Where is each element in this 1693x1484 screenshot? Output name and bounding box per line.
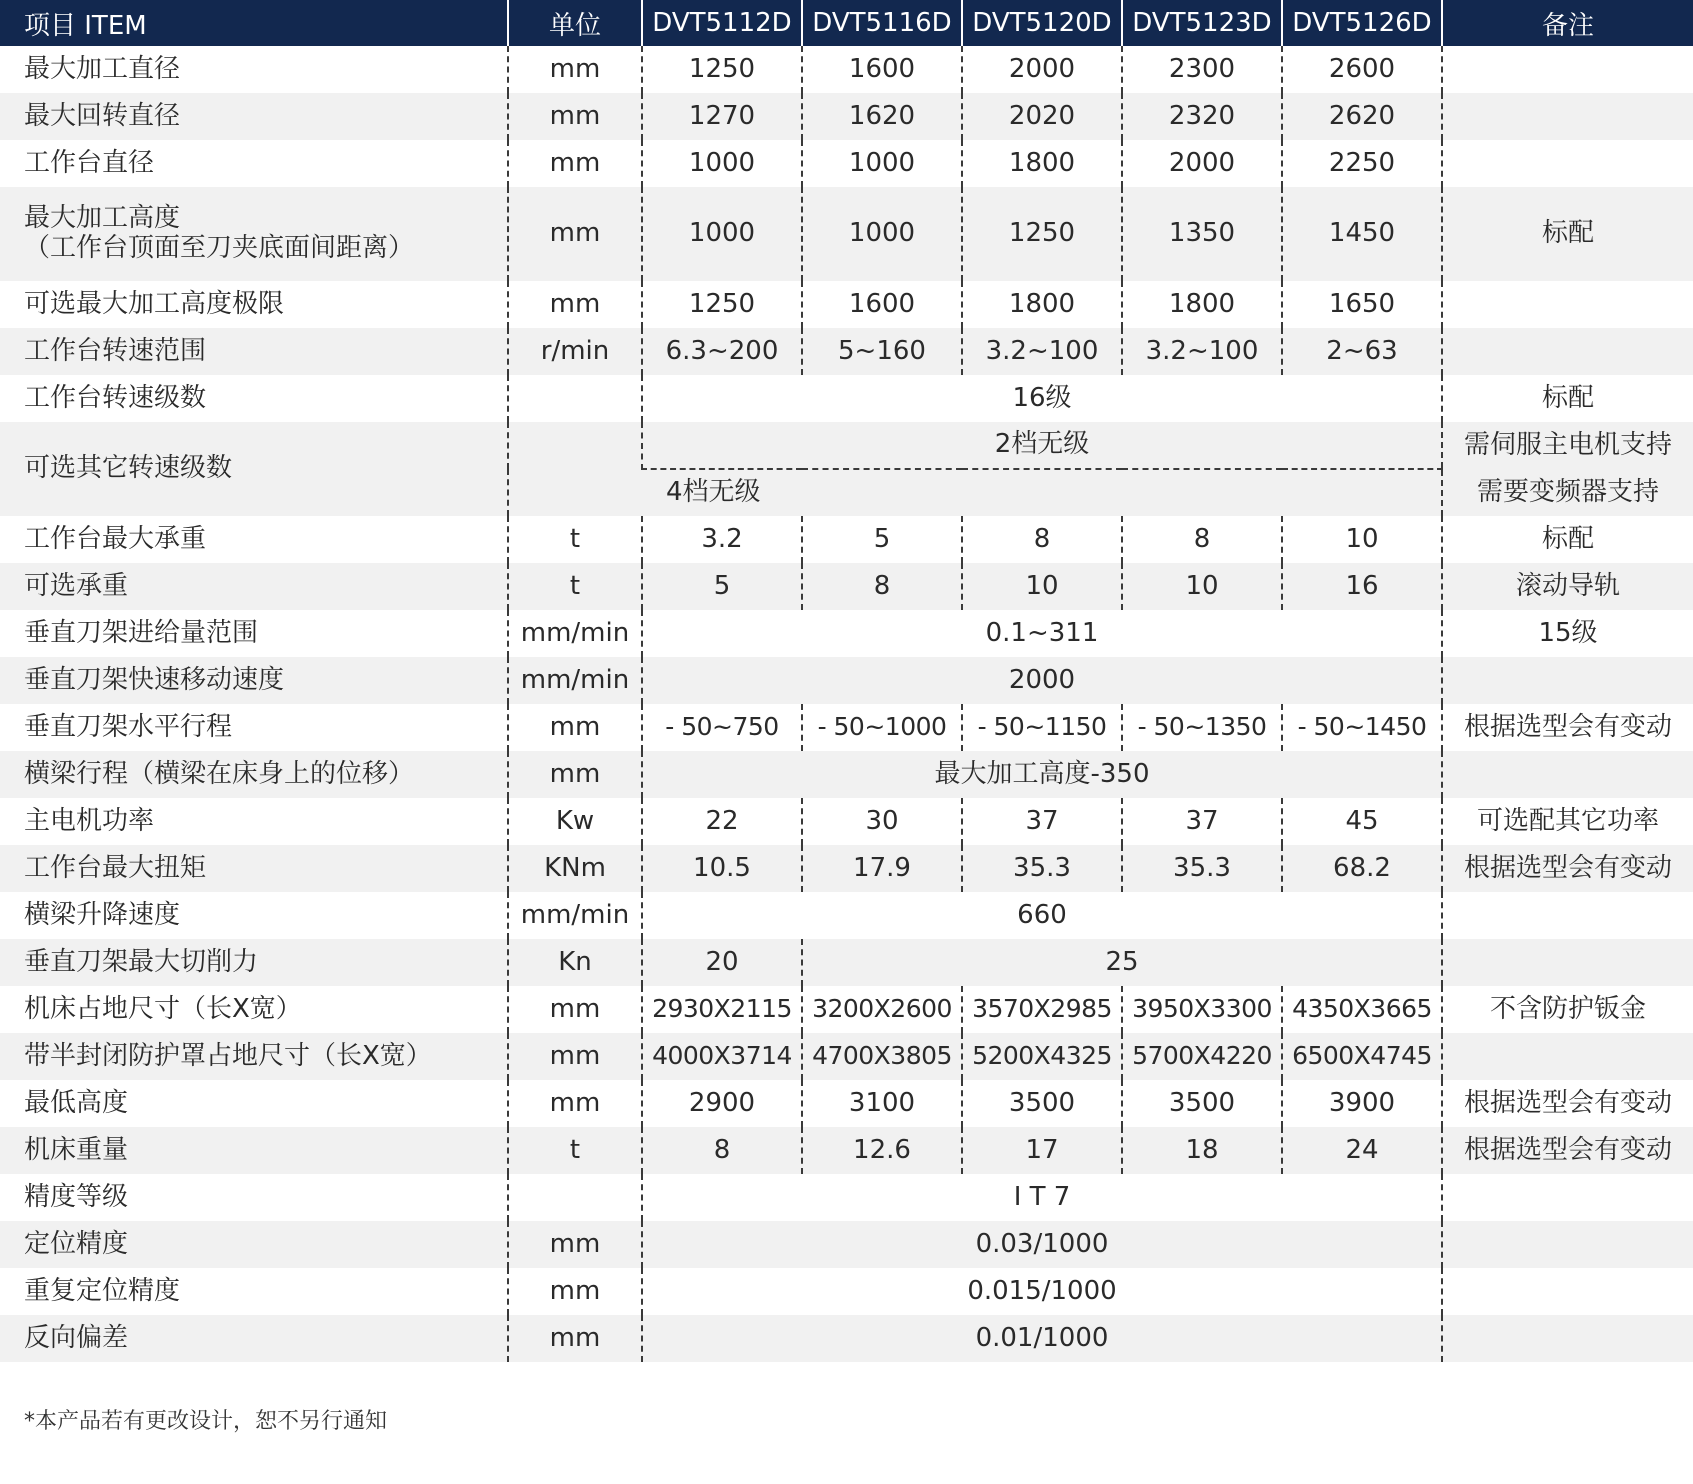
value-cell: 3100 (802, 1080, 962, 1127)
value-cell: 4350X3665 (1282, 986, 1442, 1033)
unit-cell: mm (508, 1033, 642, 1080)
value-cell: 37 (1122, 798, 1282, 845)
unit-cell: mm (508, 46, 642, 93)
unit-cell: r/min (508, 328, 642, 375)
value-cell: 1000 (642, 187, 802, 281)
note-cell (1442, 281, 1693, 328)
merged-value-cell: 660 (642, 892, 1442, 939)
value-cell: 10.5 (642, 845, 802, 892)
table-row (0, 892, 1693, 939)
table-row (0, 1174, 1693, 1221)
header-model: DVT5120D (962, 0, 1122, 46)
value-cell: 2250 (1282, 140, 1442, 187)
value-cell: 1000 (642, 140, 802, 187)
value-cell: 10 (1282, 516, 1442, 563)
table-row (0, 93, 1693, 140)
table-row (0, 563, 1693, 610)
value-cell: 24 (1282, 1127, 1442, 1174)
value-cell: 2620 (1282, 93, 1442, 140)
value-cell: 8 (962, 516, 1122, 563)
header-item: 项目 ITEM (0, 0, 508, 46)
table-row (0, 187, 1693, 281)
unit-cell: t (508, 563, 642, 610)
value-cell: 2600 (1282, 46, 1442, 93)
header-row (0, 0, 1693, 46)
footnote: *本产品若有更改设计，恕不另行通知 (24, 1409, 388, 1434)
value-cell: 1800 (1122, 281, 1282, 328)
unit-cell: mm (508, 93, 642, 140)
item-name: 机床重量 (0, 1127, 508, 1174)
unit-cell: Kw (508, 798, 642, 845)
value-cell: 22 (642, 798, 802, 845)
item-name: 主电机功率 (24, 805, 155, 836)
value-cell: 3.2~100 (1122, 328, 1282, 375)
item-name: 垂直刀架快速移动速度 (0, 657, 508, 704)
value-cell: 4000X3714 (642, 1033, 802, 1080)
value-cell: 1250 (962, 187, 1122, 281)
item-name: 最低高度 (24, 1087, 129, 1118)
note-cell (1442, 751, 1693, 798)
note-cell: 需要变频器支持 (1442, 469, 1693, 516)
note-cell (1442, 1174, 1693, 1221)
header-model: DVT5116D (802, 0, 962, 46)
merged-value-cell: 4档无级 (642, 469, 1442, 516)
item-name: 机床占地尺寸（长X宽） (24, 993, 302, 1024)
value-cell: 3900 (1282, 1080, 1442, 1127)
value-cell: 1450 (1282, 187, 1442, 281)
note-cell: 滚动导轨 (1442, 563, 1693, 610)
table-row (0, 939, 1693, 986)
value-cell: 1250 (642, 46, 802, 93)
unit-cell (508, 422, 642, 516)
value-cell: 5 (802, 516, 962, 563)
value-cell: 6500X4745 (1282, 1033, 1442, 1080)
table-row (0, 657, 1693, 704)
value-cell: 1350 (1122, 187, 1282, 281)
item-name: 重复定位精度 (24, 1275, 181, 1306)
value-cell: 2300 (1122, 46, 1282, 93)
unit-cell: mm/min (508, 892, 642, 939)
value-cell: 8 (1122, 516, 1282, 563)
value-cell: 2930X2115 (642, 986, 802, 1033)
value-cell: 2900 (642, 1080, 802, 1127)
value-cell: 20 (642, 939, 802, 986)
value-cell: 1800 (962, 140, 1122, 187)
table-row (0, 328, 1693, 375)
note-cell: 可选配其它功率 (1442, 798, 1693, 845)
table-row (0, 845, 1693, 892)
table-row (0, 516, 1693, 563)
value-cell: 35.3 (962, 845, 1122, 892)
header-model: DVT5123D (1122, 0, 1282, 46)
note-cell (1442, 46, 1693, 93)
note-cell: 标配 (1442, 375, 1693, 422)
table-row (0, 1221, 1693, 1268)
value-cell: 35.3 (1122, 845, 1282, 892)
note-cell (1442, 1033, 1693, 1080)
item-name: 工作台转速级数 (24, 382, 207, 413)
unit-cell: mm (508, 140, 642, 187)
note-cell: 根据选型会有变动 (1442, 845, 1693, 892)
value-cell: - 50~1350 (1122, 704, 1282, 751)
item-name: 可选其它转速级数 (0, 422, 508, 516)
item-name: 垂直刀架水平行程 (24, 711, 233, 742)
item-name: 工作台直径 (24, 147, 155, 178)
note-cell (1442, 328, 1693, 375)
value-cell: 8 (802, 563, 962, 610)
item-name-line1: 最大加工高度 (24, 203, 181, 234)
header-model: DVT5112D (642, 0, 802, 46)
merged-value-cell: 0.03/1000 (642, 1221, 1442, 1268)
unit-cell: mm (508, 1268, 642, 1315)
value-cell: 10 (1122, 563, 1282, 610)
note-cell: 根据选型会有变动 (1442, 704, 1693, 751)
unit-cell: mm (508, 1080, 642, 1127)
unit-cell: mm (508, 1221, 642, 1268)
item-name: 横梁升降速度 (24, 899, 181, 930)
value-cell: 4700X3805 (802, 1033, 962, 1080)
value-cell: 1600 (802, 46, 962, 93)
unit-cell: mm (508, 1315, 642, 1362)
table-row (0, 798, 1693, 845)
unit-cell: mm (508, 187, 642, 281)
value-cell: 37 (962, 798, 1122, 845)
merged-value-cell: 2档无级 (642, 422, 1442, 469)
value-cell: 1600 (802, 281, 962, 328)
value-cell: 3200X2600 (802, 986, 962, 1033)
merged-value-cell: 0.015/1000 (642, 1268, 1442, 1315)
value-cell: 3950X3300 (1122, 986, 1282, 1033)
note-cell: 标配 (1442, 187, 1693, 281)
value-cell: 2000 (962, 46, 1122, 93)
value-cell: 16 (1282, 563, 1442, 610)
unit-cell: mm (508, 281, 642, 328)
value-cell: 3500 (962, 1080, 1122, 1127)
note-cell (1442, 657, 1693, 704)
value-cell: - 50~750 (642, 704, 802, 751)
value-cell: 5700X4220 (1122, 1033, 1282, 1080)
value-cell: 3570X2985 (962, 986, 1122, 1033)
table-row (0, 1033, 1693, 1080)
unit-cell: mm (508, 751, 642, 798)
header-unit: 单位 (508, 0, 642, 46)
value-cell: 3.2~100 (962, 328, 1122, 375)
note-cell: 15级 (1442, 610, 1693, 657)
table-row (0, 1315, 1693, 1362)
note-cell: 需伺服主电机支持 (1442, 422, 1693, 469)
value-cell: 17.9 (802, 845, 962, 892)
value-cell: 1250 (642, 281, 802, 328)
value-cell: 12.6 (802, 1127, 962, 1174)
value-cell: - 50~1000 (802, 704, 962, 751)
note-cell (1442, 939, 1693, 986)
note-cell (1442, 1315, 1693, 1362)
note-cell (1442, 1268, 1693, 1315)
value-cell: 5~160 (802, 328, 962, 375)
value-cell: 1620 (802, 93, 962, 140)
item-name: 带半封闭防护罩占地尺寸（长X宽） (0, 1033, 508, 1080)
value-cell: 1800 (962, 281, 1122, 328)
value-cell: 1650 (1282, 281, 1442, 328)
unit-cell: mm (508, 986, 642, 1033)
value-cell: 1270 (642, 93, 802, 140)
item-name: 最大回转直径 (0, 93, 508, 140)
table-row (0, 46, 1693, 93)
value-cell: 45 (1282, 798, 1442, 845)
item-name (0, 187, 508, 281)
note-cell: 根据选型会有变动 (1442, 1080, 1693, 1127)
table-row (0, 1127, 1693, 1174)
value-cell: 1000 (802, 187, 962, 281)
merged-value-cell: 16级 (642, 375, 1442, 422)
item-name: 工作台最大承重 (24, 523, 207, 554)
value-cell: 6.3~200 (642, 328, 802, 375)
table-row (0, 375, 1693, 422)
merged-value-cell: 最大加工高度-350 (642, 751, 1442, 798)
table-row (0, 422, 1693, 469)
value-cell: 68.2 (1282, 845, 1442, 892)
item-name: 工作台最大扭矩 (0, 845, 508, 892)
value-cell: - 50~1150 (962, 704, 1122, 751)
unit-cell: Kn (508, 939, 642, 986)
table-row (0, 1080, 1693, 1127)
unit-cell: KNm (508, 845, 642, 892)
item-name: 工作台转速范围 (0, 328, 508, 375)
item-name: 垂直刀架进给量范围 (24, 617, 259, 648)
header-model: DVT5126D (1282, 0, 1442, 46)
note-cell: 根据选型会有变动 (1442, 1127, 1693, 1174)
value-cell: 3500 (1122, 1080, 1282, 1127)
note-cell: 不含防护钣金 (1442, 986, 1693, 1033)
item-name: 精度等级 (24, 1181, 129, 1212)
table-row (0, 140, 1693, 187)
unit-cell: mm/min (508, 610, 642, 657)
value-cell: 1000 (802, 140, 962, 187)
merged-value-cell: I T 7 (642, 1174, 1442, 1221)
value-cell: - 50~1450 (1282, 704, 1442, 751)
item-name: 可选承重 (0, 563, 508, 610)
merged-value-cell: 25 (802, 939, 1442, 986)
value-cell: 17 (962, 1127, 1122, 1174)
item-name: 垂直刀架最大切削力 (0, 939, 508, 986)
merged-value-cell: 2000 (642, 657, 1442, 704)
item-name: 最大加工直径 (24, 53, 181, 84)
note-cell (1442, 892, 1693, 939)
value-cell: 2020 (962, 93, 1122, 140)
unit-cell: mm/min (508, 657, 642, 704)
unit-cell (508, 1174, 642, 1221)
table-row (0, 704, 1693, 751)
item-name: 可选最大加工高度极限 (24, 288, 285, 319)
unit-cell: t (508, 1127, 642, 1174)
value-cell: 3.2 (642, 516, 802, 563)
note-cell: 标配 (1442, 516, 1693, 563)
value-cell: 10 (962, 563, 1122, 610)
item-name: 反向偏差 (0, 1315, 508, 1362)
note-cell (1442, 93, 1693, 140)
value-cell: 5 (642, 563, 802, 610)
value-cell: 2320 (1122, 93, 1282, 140)
value-cell: 2~63 (1282, 328, 1442, 375)
item-name-line2: （工作台顶面至刀夹底面间距离） (24, 233, 415, 263)
header-note: 备注 (1442, 0, 1693, 46)
value-cell: 8 (642, 1127, 802, 1174)
table-row (0, 610, 1693, 657)
table-row (0, 986, 1693, 1033)
merged-value-cell: 0.1~311 (642, 610, 1442, 657)
merged-value-cell: 0.01/1000 (642, 1315, 1442, 1362)
unit-cell (508, 375, 642, 422)
note-cell (1442, 1221, 1693, 1268)
value-cell: 30 (802, 798, 962, 845)
value-cell: 5200X4325 (962, 1033, 1122, 1080)
unit-cell: t (508, 516, 642, 563)
table-row (0, 1268, 1693, 1315)
value-cell: 18 (1122, 1127, 1282, 1174)
unit-cell: mm (508, 704, 642, 751)
table-row (0, 281, 1693, 328)
table-row (0, 751, 1693, 798)
item-name: 横梁行程（横梁在床身上的位移） (0, 751, 508, 798)
value-cell: 2000 (1122, 140, 1282, 187)
note-cell (1442, 140, 1693, 187)
item-name: 定位精度 (0, 1221, 508, 1268)
